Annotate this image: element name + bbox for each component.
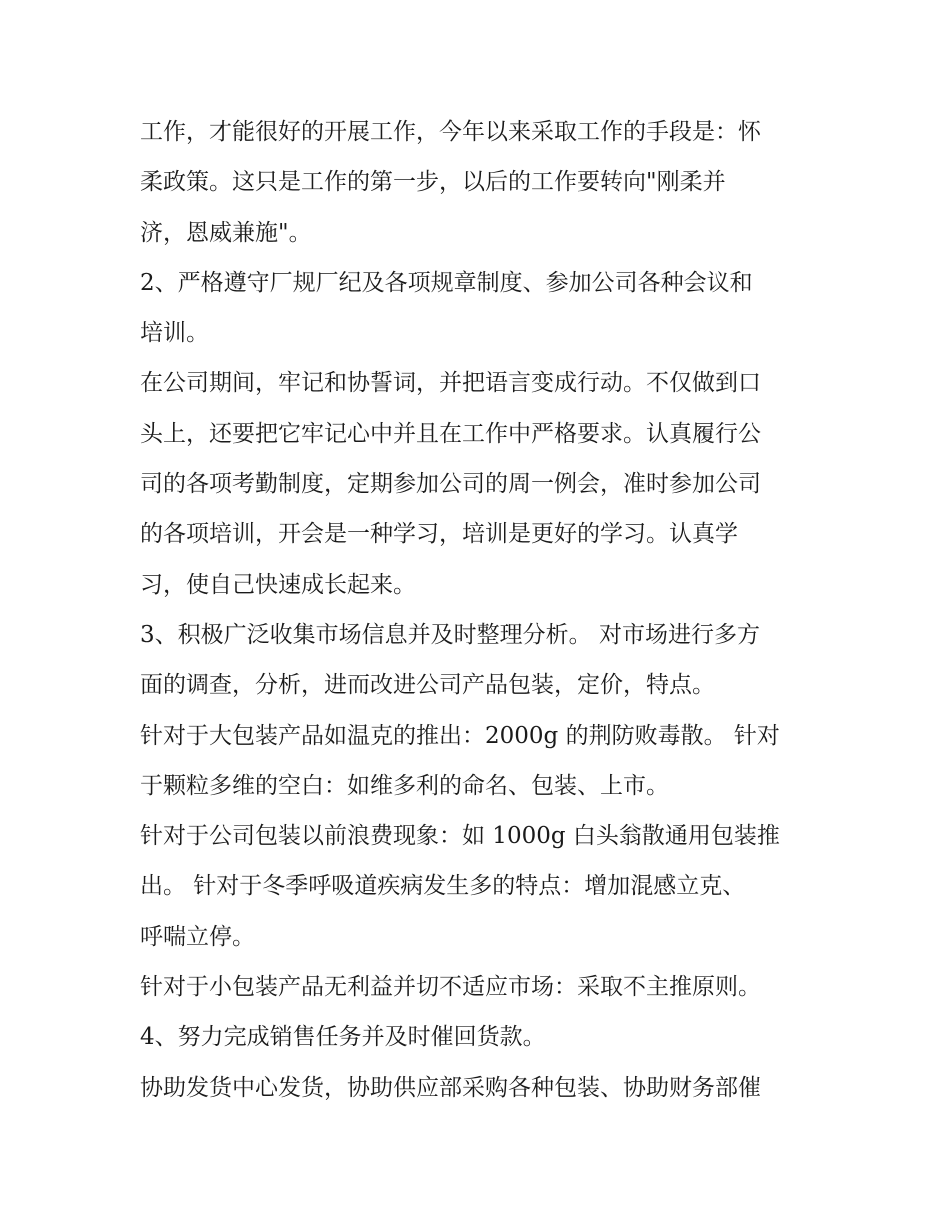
text-line: 2、严格遵守厂规厂纪及各项规章制度、参加公司各种会议和 xyxy=(140,269,753,296)
text-line: 面的调查，分析，进而改进公司产品包装，定价，特点。 xyxy=(140,672,715,699)
text-line: 于颗粒多维的空白：如维多利的命名、包装、上市。 xyxy=(140,772,669,799)
text-line: 呼喘立停。 xyxy=(140,923,255,950)
paragraph-large-package xyxy=(140,711,820,812)
paragraph-item-3-heading xyxy=(140,610,820,711)
text-line: 4、努力完成销售任务并及时催回货款。 xyxy=(140,1024,546,1051)
text-line: 司的各项考勤制度，定期参加公司的周一例会，准时参加公司 xyxy=(140,471,761,498)
text-line: 工作，才能很好的开展工作，今年以来采取工作的手段是：怀 xyxy=(140,119,761,145)
text-line: 3、积极广泛收集市场信息并及时整理分析。 对市场进行多方 xyxy=(140,621,760,648)
text-line: 针对于公司包装以前浪费现象：如 1000g 白头翁散通用包装推 xyxy=(140,823,780,850)
paragraph-small-package xyxy=(140,962,820,1012)
paragraph-packaging-waste xyxy=(140,811,820,962)
text-line: 在公司期间，牢记和协誓词，并把语言变成行动。不仅做到口 xyxy=(140,370,761,397)
text-line: 柔政策。这只是工作的第一步，以后的工作要转向"刚柔并 xyxy=(140,169,726,196)
text-line: 习，使自己快速成长起来。 xyxy=(140,571,416,598)
text-line: 出。 针对于冬季呼吸道疾病发生多的特点：增加混感立克、 xyxy=(140,873,746,900)
text-line: 协助发货中心发货，协助供应部采购各种包装、协助财务部催 xyxy=(140,1074,761,1101)
paragraph-item-4-heading xyxy=(140,1012,820,1062)
text-line: 针对于小包装产品无利益并切不适应市场：采取不主推原则。 xyxy=(140,974,761,1001)
text-line: 的各项培训，开会是一种学习，培训是更好的学习。认真学 xyxy=(140,521,738,548)
paragraph-item-4-body xyxy=(140,1063,820,1113)
text-line: 济，恩威兼施"。 xyxy=(140,219,312,246)
document-body xyxy=(140,107,820,1113)
paragraph-work-approach xyxy=(140,107,820,258)
text-line: 头上，还要把它牢记心中并且在工作中严格要求。认真履行公 xyxy=(140,420,761,447)
paragraph-item-2-heading xyxy=(140,258,820,359)
text-line: 培训。 xyxy=(140,320,209,347)
paragraph-item-2-body xyxy=(140,358,820,609)
text-line: 针对于大包装产品如温克的推出：2000g 的荆防败毒散。 针对 xyxy=(140,722,780,749)
